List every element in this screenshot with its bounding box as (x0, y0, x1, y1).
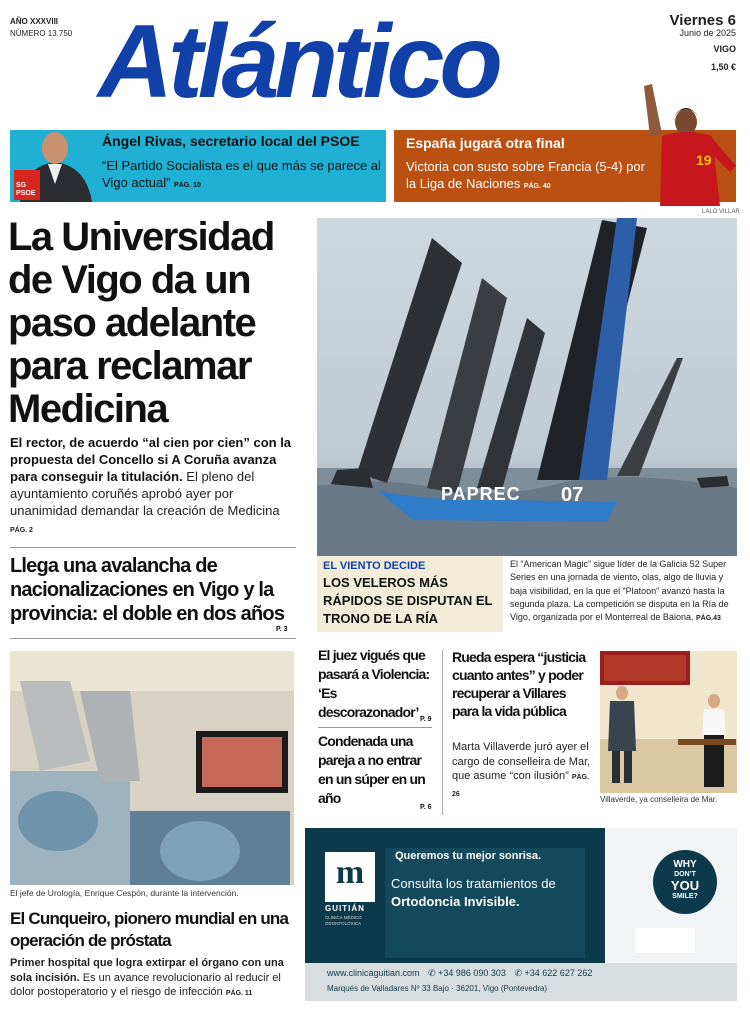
surgery-photo[interactable] (10, 651, 294, 885)
main-headline[interactable]: La Universidad de Vigo da un paso adelante para reclamar Medicina (8, 215, 274, 431)
rueda-lead-page: PÁG. 26 (452, 774, 589, 798)
convicted-page: P. 6 (420, 804, 432, 811)
ad-badge-line-3: YOU (670, 878, 700, 893)
ad-tagline: Queremos tu mejor sonrisa. (395, 850, 542, 862)
teaser-spain-page: PÁG. 40 (523, 183, 551, 190)
issue-year: AÑO XXXVIII (10, 17, 59, 26)
ad-logo-letter: m (335, 854, 365, 891)
ad-line-1: Consulta los tratamientos de (391, 876, 556, 891)
teaser-spain-title: España jugará otra final (406, 135, 565, 151)
ad-contact-row (327, 968, 592, 979)
sailing-headline-box[interactable] (317, 556, 503, 632)
teaser-psoe-title: Ángel Rivas, secretario local del PSOE (102, 133, 360, 149)
ad-badge-line-4: SMILE? (672, 893, 698, 900)
sailing-caption-text: El “American Magic” sigue líder de la Galicia 52 Super Series en una jornada de viento, olas, algo de lluvia y baja visibilidad, en la que el “Platoon” avanzó hasta la segunda plaza. La competición se disputa en la Ría de Vigo, organizada por el Monterreal de Baiona. (510, 559, 729, 623)
masthead-date-info (670, 14, 736, 74)
rueda-lead (452, 740, 594, 802)
villaverde-photo[interactable] (600, 651, 737, 793)
boat-sail-number: 07 (561, 484, 584, 506)
swearing-in-illustration (600, 651, 737, 793)
ad-phone-1[interactable]: +34 986 090 303 (438, 968, 506, 978)
nationalizations-page: P. 3 (276, 626, 288, 633)
operating-room-illustration (10, 651, 294, 885)
sailing-caption-page: PÁG.43 (695, 615, 721, 623)
teaser-psoe-quote: “El Partido Socialista es el que más se parece al Vigo actual” (102, 158, 381, 190)
teaser-psoe-sign: SG PSOE (16, 182, 36, 197)
issue-number: NÚMERO 13.750 (10, 29, 73, 38)
sailing-photo[interactable] (317, 218, 737, 556)
ad-brand-name: GUITIÁN (325, 904, 365, 913)
surgery-lead-page: PÁG. 11 (225, 990, 253, 997)
ad-logo-box (325, 852, 375, 902)
issue-city: VIGO (713, 44, 736, 54)
newspaper-logo[interactable]: Atlántico (98, 4, 498, 120)
dental-clinic-ad[interactable] (305, 828, 737, 1001)
ad-badge-line-1: WHY (673, 859, 697, 870)
judge-headline[interactable]: El juez vigués que pasará a Violencia: ‘Es descorazonador’ (318, 647, 430, 720)
convicted-headline[interactable]: Condenada una pareja a no entrar en un súper en un año (318, 733, 425, 806)
divider (318, 727, 432, 728)
ad-whatsapp-icon: ✆ (514, 968, 523, 978)
sailboats-illustration (317, 218, 737, 556)
surgery-headline[interactable]: El Cunqueiro, pionero mundial en una operación de próstata (10, 909, 289, 950)
divider (10, 547, 296, 548)
teaser-psoe[interactable] (10, 130, 386, 202)
teaser-psoe-page: PÁG. 10 (174, 182, 201, 189)
sailing-headline: LOS VELEROS MÁS RÁPIDOS SE DISPUTAN EL TRONO DE LA RÍA (323, 575, 493, 626)
ad-website[interactable]: www.clinicaguitian.com (327, 968, 420, 978)
main-lead-page: PÁG. 2 (10, 527, 33, 534)
nationalizations-headline[interactable]: Llega una avalancha de nacionalizaciones en Vigo y la provincia: el doble en dos años (10, 555, 285, 625)
rueda-lead-text: Marta Villaverde juró ayer el cargo de conselleira de Mar, que asume “con ilusión” (452, 741, 591, 782)
ad-badge-line-2: DON’T (674, 871, 696, 878)
sailing-caption (510, 558, 736, 625)
boat-hull-text: PAPREC (441, 484, 521, 504)
teaser-footballer-photo (640, 76, 740, 206)
ad-phone-icon: ✆ (428, 968, 436, 978)
surgery-lead (10, 956, 300, 1002)
main-lead (10, 434, 296, 539)
teaser-spain-text (406, 158, 656, 195)
ad-address: Marqués de Valladares Nº 33 Bajo · 36201, Vigo (Pontevedra) (327, 984, 548, 993)
rueda-headline[interactable]: Rueda espera “justicia cuanto antes” y poder recuperar a Villares para la vida pública (452, 649, 586, 719)
footballer-shirt-number: 19 (696, 152, 712, 168)
photo-credit: LALO VILLAR (702, 209, 740, 215)
teaser-spain-desc: Victoria con susto sobre Francia (5-4) por la Liga de Naciones (406, 159, 645, 191)
issue-day: Viernes 6 (669, 12, 736, 29)
divider (10, 638, 296, 639)
issue-price: 1,50 € (710, 62, 736, 72)
villaverde-caption: Villaverde, ya conselleira de Mar. (600, 795, 718, 804)
ad-brand-sub: CLÍNICA MÉDICO ODONTOLÓXICA (325, 915, 362, 926)
ad-phone-2[interactable]: +34 622 627 262 (524, 968, 593, 978)
ad-line-2: Ortodoncia Invisible. (391, 894, 520, 909)
main-lead-rest: El pleno del ayuntamiento coruñés aprobó ayer por unanimidad demandar la creación de Medicina (10, 469, 280, 518)
masthead-issue-info (10, 16, 72, 40)
sailing-kicker: EL VIENTO DECIDE (323, 560, 426, 572)
teaser-psoe-text (102, 157, 384, 194)
ad-smile-badge (653, 850, 717, 914)
surgery-lead-rest: Es un avance revolucionario al reducir el dolor postoperatorio y el riesgo de infección (10, 971, 281, 998)
issue-date: Junio de 2025 (679, 28, 736, 38)
main-lead-bold: El rector, de acuerdo “al cien por cien” con la propuesta del Concello si A Coruña avanza para conseguir la titulación. (10, 435, 292, 484)
judge-page: P. 9 (420, 716, 432, 723)
surgery-lead-bold: Primer hospital que logra extirpar el órgano con una sola incisión. (10, 957, 284, 984)
surgery-photo-caption: El jefe de Urología, Enrique Cespón, durante la intervención. (10, 888, 239, 898)
column-divider (442, 650, 443, 815)
